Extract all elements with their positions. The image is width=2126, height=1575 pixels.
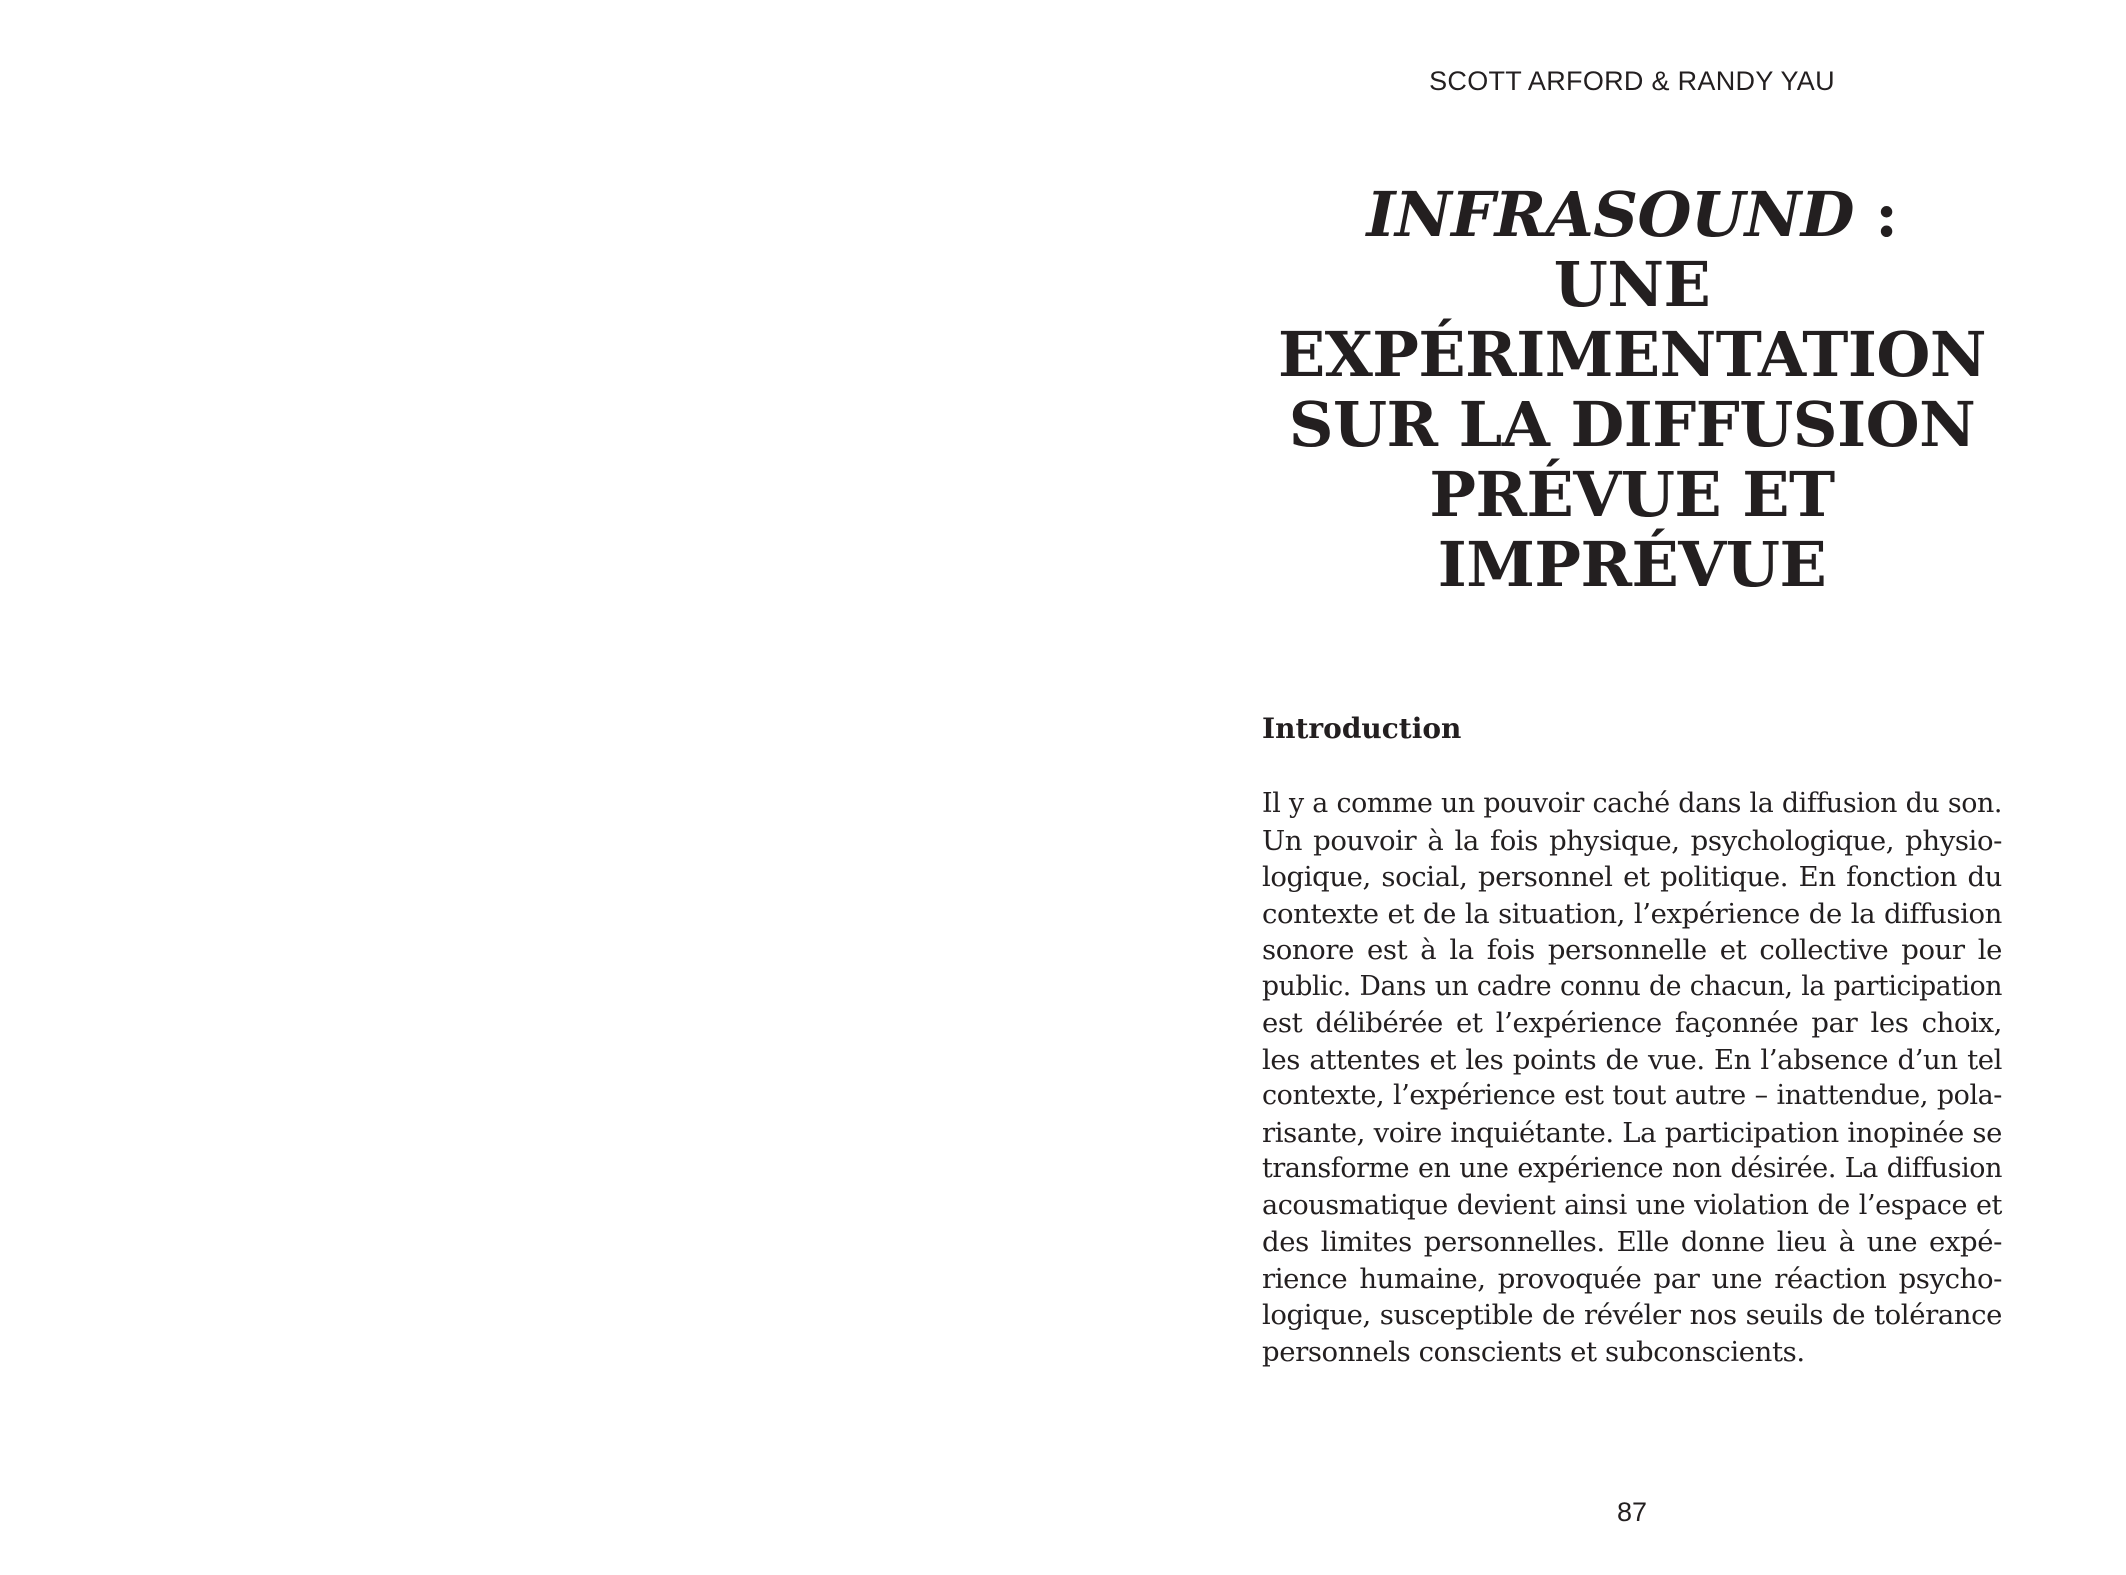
chapter-title: [1262, 180, 2002, 600]
body-line: sonore est à la fois personnelle et collective pour le: [1262, 934, 2002, 966]
body-line: acousmatique devient ainsi une violation de l’espace et: [1262, 1189, 2002, 1221]
title-colon: :: [1854, 178, 1898, 251]
title-line-5: PRÉVUE ET: [1429, 458, 1835, 531]
body-line: contexte, l’expérience est tout autre – inattendue, pola-: [1262, 1080, 2002, 1111]
body-line: logique, susceptible de révéler nos seuils de tolérance: [1262, 1299, 2002, 1331]
body-line: est délibérée et l’expérience façonnée par les choix,: [1262, 1007, 2002, 1039]
body-line: Un pouvoir à la fois physique, psychologique, physio-: [1262, 824, 2002, 857]
title-line-2: UNE: [1553, 248, 1711, 321]
title-italic-part: INFRASOUND: [1366, 178, 1855, 251]
title-line-3: EXPÉRIMENTATION: [1277, 318, 1987, 391]
section-heading: Introduction: [1262, 712, 1462, 745]
body-line: transforme en une expérience non désirée. La diffusion: [1262, 1153, 2002, 1184]
page-number: 87: [1616, 1497, 1648, 1527]
body-line: rience humaine, provoquée par une réaction psycho-: [1262, 1262, 2002, 1295]
body-line: Il y a comme un pouvoir caché dans la diffusion du son.: [1262, 788, 2002, 819]
body-line: contexte et de la situation, l’expérience de la diffusion: [1262, 897, 2002, 930]
body-line: des limites personnelles. Elle donne lieu à une expé-: [1262, 1226, 2002, 1258]
body-line: public. Dans un cadre connu de chacun, la participation: [1262, 970, 2002, 1002]
body-paragraph: [1262, 786, 2002, 1370]
body-line: les attentes et les points de vue. En l’absence d’un tel: [1262, 1043, 2002, 1076]
body-line: logique, social, personnel et politique. En fonction du: [1262, 861, 2002, 893]
title-line-4: SUR LA DIFFUSION: [1288, 388, 1976, 461]
title-line-6: IMPRÉVUE: [1437, 528, 1827, 601]
body-line: personnels conscients et subconscients.: [1262, 1335, 1805, 1368]
running-head-authors: SCOTT ARFORD & RANDY YAU: [1429, 66, 1835, 96]
body-line: risante, voire inquiétante. La participation inopinée se: [1262, 1116, 2002, 1149]
title-line-1: [1262, 180, 2002, 250]
